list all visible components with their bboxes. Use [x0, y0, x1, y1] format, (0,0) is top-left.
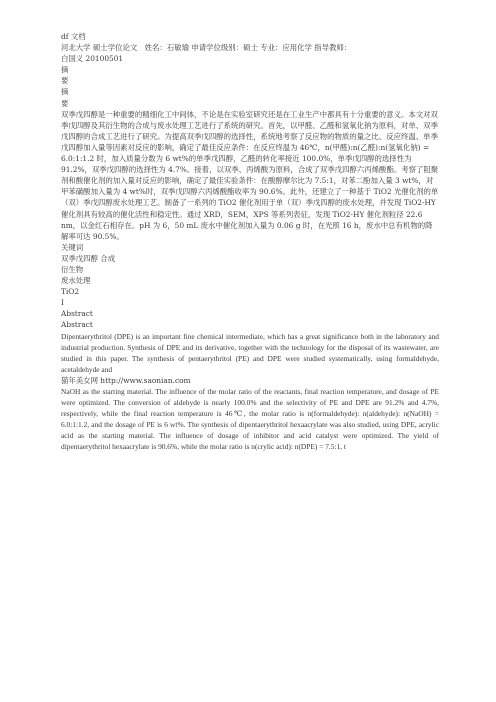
doc-header: df 文档	[61, 32, 86, 41]
heading-yao-2: 要	[61, 98, 69, 108]
keyword-item: 衍生物	[61, 264, 84, 274]
heading-zhai-1: 摘	[61, 65, 69, 75]
english-abstract-paragraph-2: NaOH as the starting material. The influence of the molar ratio of the reactants, final reaction temperature, and dosage of PE were optimized. The conversion of aldehyde is nearly 100.0% and the selectivity of PE and DPE are 91.2% and 4.7%, respectively, while the final reaction temperature is 46℃, the molar ratio is n(formaldehyde): n(aldehyde): n(NaOH) = 6.0:1:1.2, and the dosage of PE is 6 wt%. The synthesis of dipentaerythritol hexaacrylate was also studied, using DPE, acrylic acid as the starting material. The influence of dosage of inhibitor and acid catalyst were optimized. The yield of dipentaerythritol hexaacrylate is 90.6%, while the molar ratio is n(crylic acid): n(DPE) = 7.5:1, t	[61, 387, 439, 452]
heading-zhai-2: 摘	[61, 87, 69, 97]
heading-yao-1: 要	[61, 76, 69, 86]
roman-page-number: I	[61, 298, 64, 308]
thesis-meta-line-2: 白国义 20100501	[61, 54, 124, 64]
keyword-item: 双季戊四醇 合成	[61, 253, 116, 263]
keyword-item: TiO2	[61, 287, 80, 297]
chinese-abstract-paragraph: 双季戊四醇是一种重要的精细化工中间体，不论是在实验室研究还是在工业生产中都具有十分重要的意义。本文对双季戊四醇及其衍生物的合成与废水处理工艺进行了系统的研究。首先，以甲醛、乙醛和氢氧化钠为原料，对单、双季戊四醇的合成工艺进行了研究。为提高双季戊四醇的选择性，系统地考察了反应物的物质的量之比、反应终温、单季戊四醇加入量等因素对反应的影响，确定了最佳反应条件：在反应终温为 46℃，n(甲醛):n(乙醛):n(氢氧化钠) = 6.0:1:1.2 时，加入质量分数为 6 wt%的单季戊四醇，乙醛的转化率接近 100.0%，单季戊四醇的选择性为 91.2%，双季戊四醇的选择性为 4.7%。接着，以双季、丙烯酸为原料，合成了双季戊四醇六丙烯酸酯。考察了阻聚剂和酸催化剂的加入量对反应的影响，确定了最佳实验条件：在酸醇摩尔比为 7.5:1，对苯二酚加入量 3 wt%，对甲苯磺酸加入量为 4 wt%时，双季戊四醇六丙烯酸酯收率为 90.6%。此外，还建立了一种基于 TiO2 光催化剂的单（双）季戊四醇废水处理工艺。制备了一系列的 TiO2 催化剂用于单（双）季戊四醇的废水处理，并发现 TiO2-HY 催化剂具有较高的催化活性和稳定性。通过 XRD，SEM，XPS 等系列表征，发现 TiO2-HY 催化剂粒径 22.6 nm，以金红石相存在。pH 为 6，50 mL 废水中催化剂加入量为 0.06 g 时，在光照 16 h，废水中总有机物的降解率可达 90.5%。	[61, 109, 439, 241]
abstract-en-heading-2: Abstract	[61, 320, 93, 330]
abstract-en-heading-1: Abstract	[61, 309, 93, 319]
keywords-label: 关键词	[61, 242, 84, 252]
keyword-item: 废水处理	[61, 276, 91, 286]
watermark-line: 猫年美女网 http://www.saonian.com	[61, 375, 191, 385]
document-body	[61, 31, 439, 453]
thesis-meta-line-1: 河北大学 硕士学位论文 姓名：石敏瑜 申请学位级别：硕士 专业：应用化学 指导教师：	[61, 43, 352, 53]
english-abstract-paragraph-1: Dipentaerythritol (DPE) is an important fine chemical intermediate, which has a great significance both in the laboratory and industrial production. Synthesis of DPE and its derivative, together with the technology for the disposal of its wastewater, are studied in this paper. The synthesis of pentaerythritol (PE) and DPE were studied systematically, using formaldehyde, acetaldehyde and	[61, 331, 439, 374]
